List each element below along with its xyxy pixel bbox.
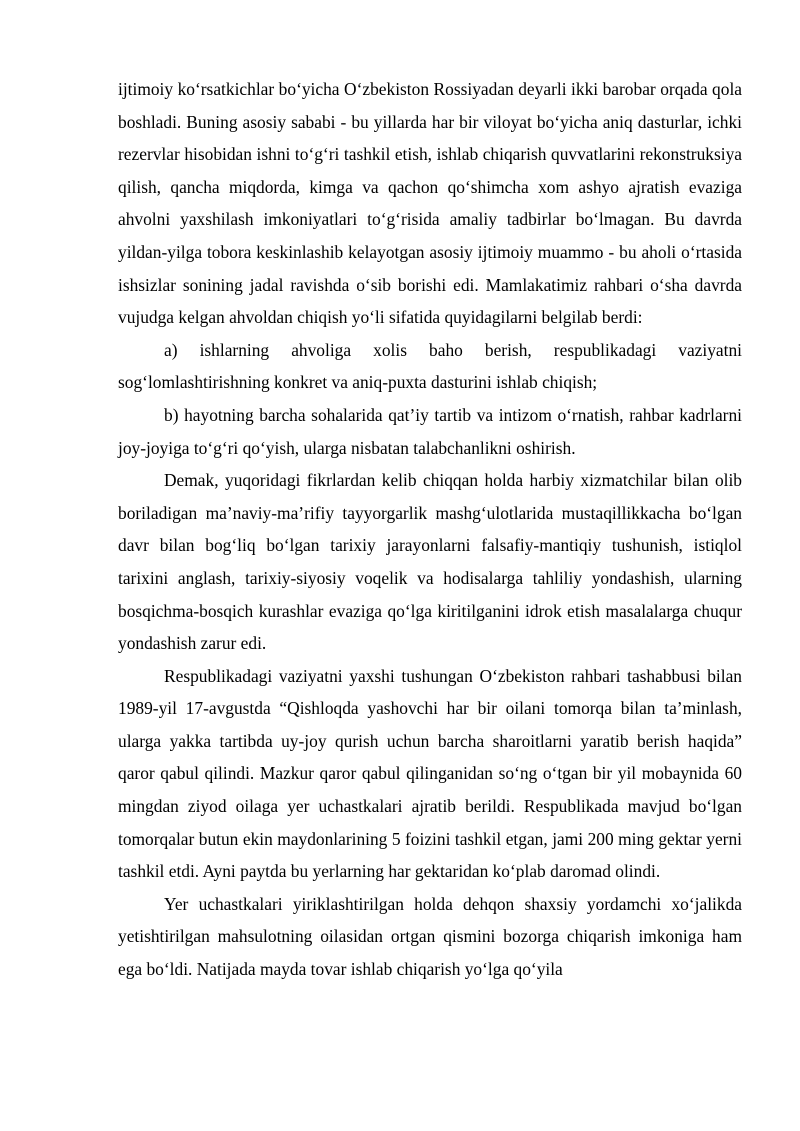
paragraph: Yer uchastkalari yiriklashtirilgan holda dehqon shaxsiy yordamchi xo‘jalikda yetishtirilgan mahsulotning oilasidan ortgan qismini bozorga chiqarish imkoniga ham ega bo‘ldi. Natijada mayda tovar ishlab chiqarish yo‘lga qo‘yila — [118, 893, 742, 980]
list-item-b: b) hayotning barcha sohalarida qat’iy tartib va intizom o‘rnatish, rahbar kadrlarni joy-joyiga to‘g‘ri qo‘yish, ularga nisbatan talabchanlikni oshirish. — [118, 404, 742, 458]
paragraph: Respublikadagi vaziyatni yaxshi tushungan O‘zbekiston rahbari tashabbusi bilan 1989-yil 17-avgustda “Qishloqda yashovchi har bir oilani tomorqa bilan ta’minlash, ularga yakka tartibda uy-joy qurish uchun barcha sharoitlarni yaratib berish haqida” qaror qabul qilindi. Mazkur qaror qabul qilinganidan so‘ng o‘tgan bir yil mobaynida 60 mingdan ziyod oilaga yer uchastkalari ajratib berildi. Respublikada mavjud bo‘lgan tomorqalar butun ekin maydonlarining 5 foizini tashkil etgan, jami 200 ming gektar yerni tashkil etdi. Ayni paytda bu yerlarning har gektaridan ko‘plab daromad olindi. — [118, 665, 742, 882]
document-page — [118, 73, 742, 986]
paragraph: Demak, yuqoridagi fikrlardan kelib chiqqan holda harbiy xizmatchilar bilan olib boriladigan ma’naviy-ma’rifiy tayyorgarlik mashg‘ulotlarida mustaqillikkacha bo‘lgan davr bilan bog‘liq bo‘lgan tarixiy jarayonlarni falsafiy-mantiqiy tushunish, istiqlol tarixini anglash, tarixiy-siyosiy voqelik va hodisalarga tahliliy yondashish, ularning bosqichma-bosqich kurashlar evaziga qo‘lga kiritilganini idrok etish masalalarga chuqur yondashish zarur edi. — [118, 470, 742, 654]
list-item-a: a) ishlarning ahvoliga xolis baho berish, respublikadagi vaziyatni sog‘lomlashtirishning konkret va aniq-puxta dasturini ishlab chiqish; — [118, 339, 742, 393]
paragraph: ijtimoiy ko‘rsatkichlar bo‘yicha O‘zbekiston Rossiyadan deyarli ikki barobar orqada qola boshladi. Buning asosiy sababi - bu yillarda har bir viloyat bo‘yicha aniq dasturlar, ichki rezervlar hisobidan ishni to‘g‘ri tashkil etish, ishlab chiqarish quvvatlarini rekonstruksiya qilish, qancha miqdorda, kimga va qachon qo‘shimcha xom ashyo ajratish evaziga ahvolni yaxshilash imkoniyatlari to‘g‘risida amaliy tadbirlar bo‘lmagan. Bu davrda yildan-yilga tobora keskinlashib kelayotgan asosiy ijtimoiy muammo - bu aholi o‘rtasida ishsizlar sonining jadal ravishda o‘sib borishi edi. Mamlakatimiz rahbari o‘sha davrda vujudga kelgan ahvoldan chiqish yo‘li sifatida quyidagilarni belgilab berdi: — [118, 79, 742, 328]
